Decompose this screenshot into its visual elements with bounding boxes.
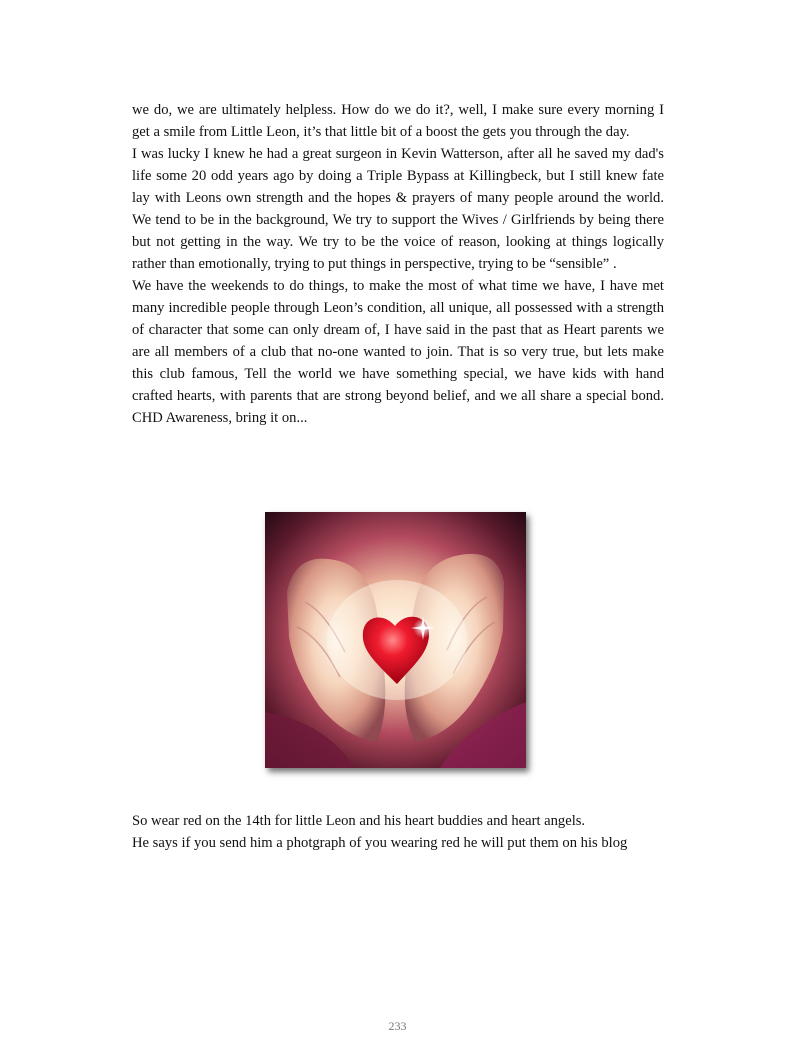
heart-in-hands-photo — [265, 512, 526, 768]
paragraph-3: We have the weekends to do things, to make the most of what time we have, I have met many incredible people through Leon’s condition, all unique, all possessed with a strength of character that some can only dream of, I have said in the past that as Heart parents we are all members of a club that no-one wanted to join. That is so very true, but lets make this club famous, Tell the world we have something special, we have kids with hand crafted hearts, with parents that are strong beyond belief, and we all share a special bond. CHD Awareness, bring it on... — [132, 278, 664, 426]
paragraph-1: we do, we are ultimately helpless. How do we do it?, well, I make sure every morning I get a smile from Little Leon, it’s that little bit of a boost the gets you through the day. — [132, 102, 664, 140]
page-number: 233 — [388, 1019, 407, 1033]
heart-in-hands-illustration — [265, 512, 526, 768]
closing-line-1: So wear red on the 14th for little Leon and his heart buddies and heart angels. — [132, 813, 586, 829]
closing-line-2: He says if you send him a photgraph of you wearing red he will put them on his blog — [132, 835, 628, 851]
paragraph-2: I was lucky I knew he had a great surgeon in Kevin Watterson, after all he saved my dad's life some 20 odd years ago by doing a Triple Bypass at Killingbeck, but I still knew fate lay with Leons own strength and the hopes & prayers of many people around the world. We tend to be in the background, We try to support the Wives / Girlfriends by being there but not getting in the way. We try to be the voice of reason, looking at things logically rather than emotionally, trying to put things in perspective, trying to be “sensible” . — [132, 146, 664, 272]
body-text — [132, 99, 664, 429]
closing-text — [132, 810, 664, 854]
